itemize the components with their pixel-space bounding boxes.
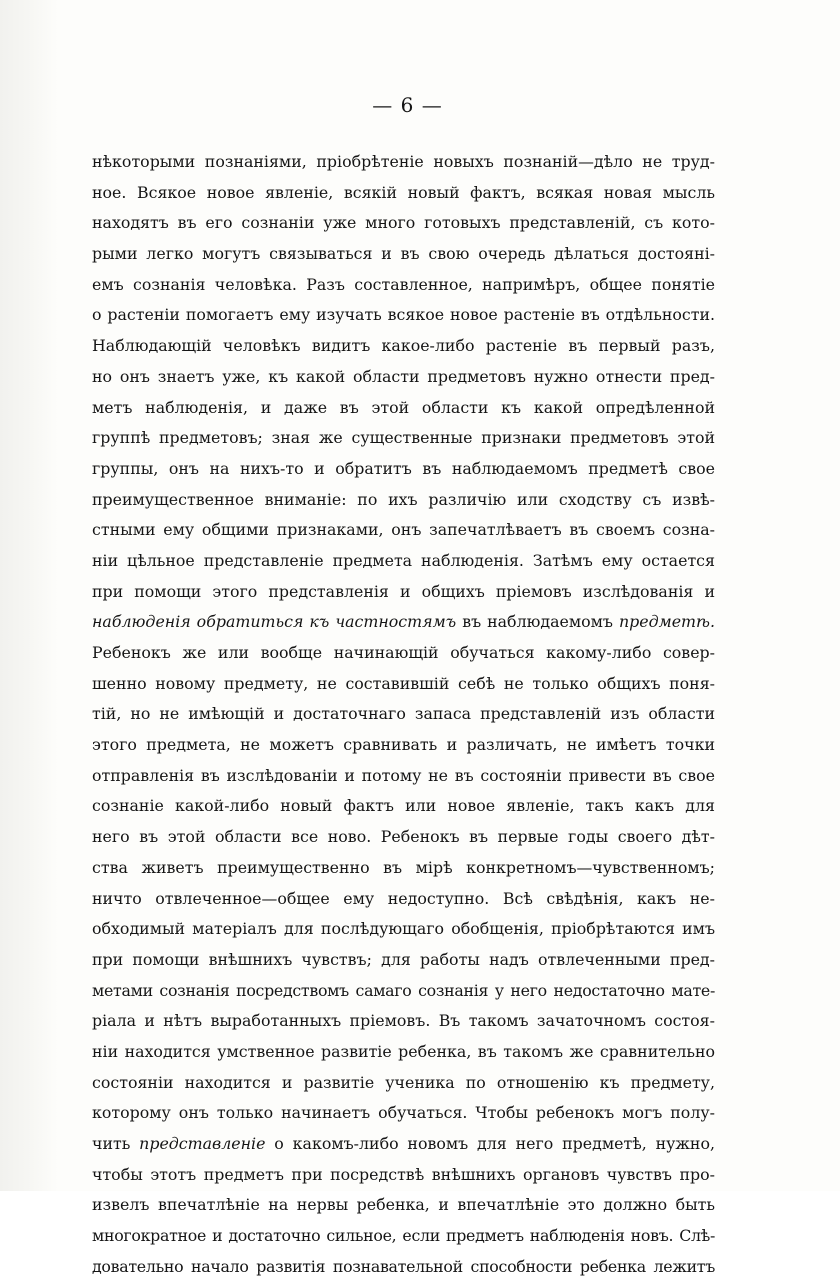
text-segment: которому онъ только начинаетъ обучаться. Чтобы ребенокъ могъ полу- — [92, 1103, 715, 1123]
text-segment: метами сознанія посредствомъ самаго сознанія у него недостаточно мате- — [92, 980, 715, 1000]
text-segment: метъ наблюденія, и даже въ этой области къ какой опредѣленной — [92, 397, 715, 417]
page-number: — 6 — — [372, 93, 443, 117]
text-line — [92, 791, 715, 822]
text-line — [92, 853, 715, 884]
text-line — [92, 1221, 715, 1252]
text-segment: чить — [92, 1134, 140, 1153]
text-line — [92, 423, 715, 454]
italic-text-segment: наблюденія обратиться къ частностямъ — [92, 612, 457, 632]
text-line — [92, 331, 715, 362]
text-segment: Наблюдающій человѣкъ видитъ какое-либо растеніе въ первый разъ, — [92, 336, 715, 356]
text-segment: о растеніи помогаетъ ему изучать всякое новое растеніе въ отдѣльности. — [92, 305, 715, 325]
text-line — [92, 147, 715, 178]
text-segment: преимущественное вниманіе: по ихъ различію или сходству съ извѣ- — [92, 489, 715, 509]
text-line — [92, 454, 715, 485]
text-line — [92, 239, 715, 270]
text-line — [92, 607, 715, 638]
text-line — [92, 761, 715, 792]
text-segment: многократное и достаточно сильное, если предметъ наблюденія новъ. Слѣ- — [92, 1226, 715, 1246]
text-line — [92, 362, 715, 393]
text-line — [92, 730, 715, 761]
text-segment: состояніи находится и развитіе ученика по отношенію къ предмету, — [92, 1072, 715, 1092]
text-line — [92, 1098, 715, 1129]
text-line — [92, 976, 715, 1007]
text-segment: о какомъ-либо новомъ для него предметѣ, нужно, — [265, 1134, 715, 1153]
text-line — [92, 1190, 715, 1221]
text-line — [92, 1068, 715, 1099]
text-line — [92, 393, 715, 424]
text-segment: тій, но не имѣющій и достаточнаго запаса представленій изъ области — [92, 704, 715, 724]
italic-text-segment: представленіе — [139, 1134, 266, 1153]
page-gutter-shading — [0, 0, 58, 1191]
text-line — [92, 822, 715, 853]
italic-text-segment: предметѣ. — [618, 612, 715, 632]
text-segment: ніи цѣльное представленіе предмета наблюденія. Затѣмъ ему остается — [92, 550, 715, 570]
text-segment: но онъ знаетъ уже, къ какой области предметовъ нужно отнести пред- — [92, 366, 715, 386]
text-segment: этого предмета, не можетъ сравнивать и различать, не имѣетъ точки — [92, 735, 715, 755]
text-segment: ничто отвлеченное—общее ему недоступно. Всѣ свѣдѣнія, какъ не- — [92, 888, 715, 908]
text-segment: рыми легко могутъ связываться и въ свою очередь дѣлаться достояні- — [92, 244, 715, 264]
text-segment: чтобы этотъ предметъ при посредствѣ внѣшнихъ органовъ чувствъ про- — [92, 1164, 715, 1184]
text-segment: ріала и нѣтъ выработанныхъ пріемовъ. Въ такомъ зачаточномъ состоя- — [92, 1011, 715, 1031]
text-line — [92, 914, 715, 945]
text-line — [92, 270, 715, 301]
text-segment: сознаніе какой-либо новый фактъ или новое явленіе, такъ какъ для — [92, 796, 715, 816]
text-segment: шенно новому предмету, не составившій себѣ не только общихъ поня- — [92, 673, 715, 693]
text-segment: него въ этой области все ново. Ребенокъ въ первые годы своего дѣт- — [92, 827, 715, 847]
text-segment: при помощи этого представленія и общихъ пріемовъ изслѣдованія и — [92, 581, 715, 601]
text-line — [92, 1129, 715, 1160]
text-line — [92, 546, 715, 577]
text-segment: группѣ предметовъ; зная же существенные признаки предметовъ этой — [92, 428, 715, 448]
text-segment: извелъ впечатлѣніе на нервы ребенка, и впечатлѣніе это должно быть — [92, 1195, 715, 1215]
text-line — [92, 638, 715, 669]
text-segment: обходимый матеріалъ для послѣдующаго обобщенія, пріобрѣтаются имъ — [92, 919, 715, 939]
text-segment: довательно начало развитія познавательной способности ребенка лежитъ — [92, 1256, 715, 1276]
text-line — [92, 1160, 715, 1191]
text-line — [92, 208, 715, 239]
text-line — [92, 945, 715, 976]
text-segment: въ наблюдаемомъ — [456, 612, 619, 632]
text-segment: Ребенокъ же или вообще начинающій обучаться какому-либо совер- — [92, 643, 715, 662]
text-segment: группы, онъ на нихъ-то и обратитъ въ наблюдаемомъ предметѣ свое — [92, 458, 715, 478]
text-segment: ства живетъ преимущественно въ мірѣ конкретномъ—чувственномъ; — [92, 857, 715, 877]
text-line — [92, 1006, 715, 1037]
text-line — [92, 300, 715, 331]
text-line — [92, 1252, 715, 1282]
text-segment: находятъ въ его сознаніи уже много готовыхъ представленій, съ кото- — [92, 213, 715, 233]
text-segment: отправленія въ изслѣдованіи и потому не въ состояніи привести въ свое — [92, 765, 715, 785]
text-line — [92, 669, 715, 700]
text-segment: емъ сознанія человѣка. Разъ составленное, напримѣръ, общее понятіе — [92, 274, 715, 294]
text-line — [92, 515, 715, 546]
body-text — [92, 147, 715, 1282]
text-line — [92, 884, 715, 915]
text-line — [92, 1037, 715, 1068]
text-segment: стными ему общими признаками, онъ запечатлѣваетъ въ своемъ созна- — [92, 520, 715, 540]
text-line — [92, 577, 715, 608]
text-line — [92, 699, 715, 730]
text-line — [92, 485, 715, 516]
text-segment: нѣкоторыми познаніями, пріобрѣтеніе новыхъ познаній—дѣло не труд- — [92, 152, 715, 171]
text-segment: ніи находится умственное развитіе ребенка, въ такомъ же сравнительно — [92, 1041, 715, 1061]
text-line — [92, 178, 715, 209]
text-segment: при помощи внѣшнихъ чувствъ; для работы надъ отвлеченными пред- — [92, 949, 715, 969]
text-segment: ное. Всякое новое явленіе, всякій новый фактъ, всякая новая мысль — [92, 182, 715, 202]
